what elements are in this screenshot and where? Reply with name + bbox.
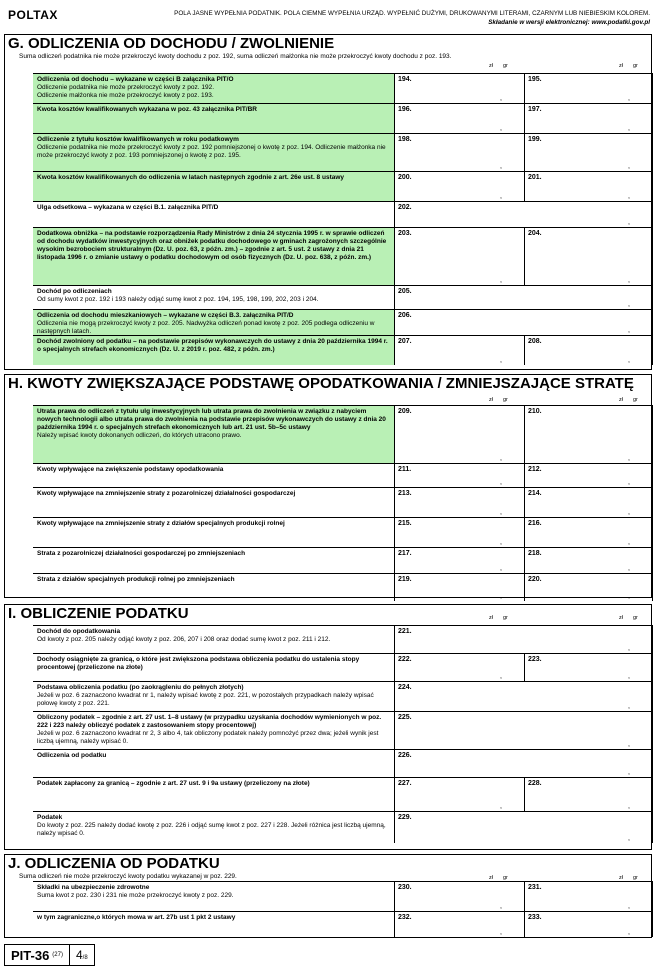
form-row [33, 911, 653, 937]
decimal-separator: , [500, 929, 502, 936]
amount-field[interactable] [395, 750, 653, 777]
amount-field[interactable] [525, 654, 653, 681]
field-number: 197. [528, 106, 542, 113]
field-number: 198. [398, 136, 412, 143]
decimal-separator: , [628, 163, 630, 170]
row-title: Utrata prawa do odliczeń z tytułu ulg inwestycyjnych lub utrata prawa do zwolnienia w związku z nabyciem nowych technologii albo utrata prawa do zwolnienia na podstawie przepisów wykonawczych do ustawy z dnia 20 października 1994 r. o specjalnych strefach ekonomicznych lub art. 21 ust. 5b–5c ustawy [37, 408, 386, 431]
field-number: 200. [398, 174, 412, 181]
row-label [33, 518, 395, 547]
decimal-separator: , [500, 125, 502, 132]
amount-field[interactable] [395, 228, 525, 285]
decimal-separator: , [628, 565, 630, 572]
form-row [33, 103, 653, 133]
amount-field[interactable] [395, 202, 653, 227]
row-title: Składki na ubezpieczenie zdrowotne [37, 884, 150, 891]
decimal-separator: , [500, 357, 502, 364]
field-number: 207. [398, 338, 412, 345]
amount-field[interactable] [395, 712, 653, 749]
amount-field[interactable] [395, 406, 525, 463]
unit-grosz: gr [633, 63, 638, 69]
form-row [33, 777, 653, 811]
row-title: Strata z pozarolniczej działalności gospodarczej po zmniejszeniach [37, 550, 246, 557]
field-number: 194. [398, 76, 412, 83]
field-number: 214. [528, 490, 542, 497]
row-label [33, 488, 395, 517]
field-number: 212. [528, 466, 542, 473]
row-label [33, 104, 395, 133]
form-row [33, 749, 653, 777]
brand-label: POLTAX [8, 8, 58, 22]
decimal-separator: , [500, 455, 502, 462]
decimal-separator: , [628, 509, 630, 516]
unit-grosz: gr [503, 615, 508, 621]
field-number: 195. [528, 76, 542, 83]
amount-field[interactable] [395, 488, 525, 517]
unit-zloty: zł [619, 875, 623, 881]
row-title: Kwoty wpływające na zmniejszenie straty z działów specjalnych produkcji rolnej [37, 520, 285, 527]
unit-zloty: zł [489, 63, 493, 69]
field-number: 205. [398, 288, 412, 295]
form-row [33, 201, 653, 227]
page-number [70, 948, 94, 962]
unit-zloty: zł [619, 615, 623, 621]
amount-field[interactable] [525, 464, 653, 487]
amount-field[interactable] [395, 310, 653, 335]
field-number: 196. [398, 106, 412, 113]
field-number: 225. [398, 714, 412, 721]
form-row [33, 681, 653, 711]
amount-field[interactable] [395, 626, 653, 653]
row-label [33, 406, 395, 463]
row-label [33, 882, 395, 911]
decimal-separator: , [628, 455, 630, 462]
row-label [33, 464, 395, 487]
section-g [4, 34, 652, 370]
row-label [33, 286, 395, 309]
decimal-separator: , [628, 835, 630, 842]
unit-grosz: gr [633, 875, 638, 881]
field-number: 217. [398, 550, 412, 557]
amount-field[interactable] [395, 912, 525, 937]
section-g-title: G. ODLICZENIA OD DOCHODU / ZWOLNIENIE [8, 35, 335, 52]
field-number: 226. [398, 752, 412, 759]
decimal-separator: , [628, 673, 630, 680]
row-label [33, 228, 395, 285]
field-number: 224. [398, 684, 412, 691]
unit-zloty: zł [619, 397, 623, 403]
row-description: Odliczenia nie mogą przekroczyć kwoty z poz. 205. Nadwyżka odliczeń ponad kwotę z poz. 205 podlega odliczeniu w następnych latach. [37, 320, 375, 335]
row-description: Od kwoty z poz. 205 należy odjąć kwoty z poz. 206, 207 i 208 oraz dodać sumę kwot z poz. 211 i 212. [37, 636, 331, 643]
row-title: Strata z działów specjalnych produkcji rolnej po zmniejszeniach [37, 576, 235, 583]
form-row [33, 73, 653, 103]
decimal-separator: , [628, 539, 630, 546]
amount-field[interactable] [525, 74, 653, 103]
amount-field[interactable] [395, 778, 525, 811]
page-total: /8 [82, 955, 88, 961]
form-id: PIT-36 [11, 947, 50, 963]
form-row [33, 171, 653, 201]
row-title: Odliczenia od podatku [37, 752, 107, 759]
form-row [33, 547, 653, 573]
section-j-subtitle: Suma odliczeń nie może przekroczyć kwoty podatku wykazanej w poz. 229. [19, 873, 237, 880]
form-row [33, 285, 653, 309]
field-number: 211. [398, 466, 412, 473]
row-label [33, 202, 395, 227]
unit-zloty: zł [489, 875, 493, 881]
field-number: 220. [528, 576, 542, 583]
decimal-separator: , [628, 219, 630, 226]
row-title: Odliczenia od dochodu – wykazane w części B załącznika PIT/O [37, 76, 234, 83]
decimal-separator: , [628, 125, 630, 132]
form-version: (27) [52, 952, 63, 958]
field-number: 203. [398, 230, 412, 237]
form-row [33, 133, 653, 171]
amount-field[interactable] [395, 104, 525, 133]
row-label [33, 778, 395, 811]
amount-field[interactable] [525, 134, 653, 171]
field-number: 222. [398, 656, 412, 663]
unit-grosz: gr [503, 875, 508, 881]
row-label [33, 750, 395, 777]
form-row [33, 463, 653, 487]
decimal-separator: , [500, 163, 502, 170]
section-j-title: J. ODLICZENIA OD PODATKU [8, 855, 220, 872]
row-description: Odliczenie podatnika nie może przekroczyć kwoty z poz. 192. [37, 84, 215, 91]
decimal-separator: , [628, 769, 630, 776]
amount-field[interactable] [395, 336, 525, 365]
amount-field[interactable] [525, 172, 653, 201]
section-j [4, 854, 652, 938]
form-row [33, 711, 653, 749]
row-label [33, 74, 395, 103]
page-footer [4, 944, 95, 966]
form-row [33, 227, 653, 285]
decimal-separator: , [500, 803, 502, 810]
field-number: 206. [398, 312, 412, 319]
row-label [33, 172, 395, 201]
amount-field[interactable] [395, 812, 653, 843]
row-title: Dochód do opodatkowania [37, 628, 121, 635]
row-label [33, 336, 395, 365]
form-row [33, 625, 653, 653]
decimal-separator: , [500, 593, 502, 600]
field-number: 210. [528, 408, 542, 415]
field-number: 231. [528, 884, 542, 891]
decimal-separator: , [628, 277, 630, 284]
row-title: Dochód po odliczeniach [37, 288, 112, 295]
amount-field[interactable] [525, 104, 653, 133]
decimal-separator: , [628, 929, 630, 936]
field-number: 232. [398, 914, 412, 921]
form-row [33, 517, 653, 547]
decimal-separator: , [628, 645, 630, 652]
form-code [5, 945, 70, 965]
row-title: Podatek [37, 814, 63, 821]
row-label [33, 548, 395, 573]
page-current: 4 [75, 948, 83, 962]
row-title: w tym zagraniczne,o których mowa w art. 27b ust 1 pkt 2 ustawy [37, 914, 236, 921]
amount-field[interactable] [525, 912, 653, 937]
row-title: Kwota kosztów kwalifikowanych do odliczenia w latach następnych zgodnie z art. 26e ust. 8 ustawy [37, 174, 345, 181]
row-label [33, 712, 395, 749]
decimal-separator: , [500, 673, 502, 680]
row-description: Od sumy kwot z poz. 192 i 193 należy odjąć sumę kwot z poz. 194, 195, 198, 199, 202, 203 i 204. [37, 296, 319, 303]
row-description: Do kwoty z poz. 225 należy dodać kwotę z poz. 226 i odjąć sumę kwot z poz. 227 i 228. Jeżeli różnica jest liczbą ujemną, należy wpisać 0. [37, 822, 386, 837]
decimal-separator: , [628, 741, 630, 748]
efiling-note: Składanie w wersji elektronicznej: www.podatki.gov.pl [488, 18, 650, 26]
row-title: Dodatkowa obniżka – na podstawie rozporządzenia Rady Ministrów z dnia 24 stycznia 1995 r. w sprawie odliczeń od dochodu wydatków inwestycyjnych oraz obniżek podatku dochodowego w gminach zagrożonych szczególnie wysokim bezrobociem strukturalnym (Dz. U. poz. 63, z późn. zm.) – zgodnie z art. 5 ust. 2 ustawy z dnia 21 listopada 1996 r. o zmianie ustawy o podatku dochodowym od osób fizycznych (Dz. U. poz. 638, z późn. zm.) [37, 230, 387, 261]
section-i-title: I. OBLICZENIE PODATKU [8, 605, 189, 622]
amount-field[interactable] [525, 548, 653, 573]
field-number: 227. [398, 780, 412, 787]
amount-field[interactable] [395, 882, 525, 911]
section-i [4, 604, 652, 850]
row-label [33, 912, 395, 937]
row-label [33, 134, 395, 171]
amount-field[interactable] [525, 228, 653, 285]
decimal-separator: , [500, 479, 502, 486]
section-h-title: H. KWOTY ZWIĘKSZAJĄCE PODSTAWĘ OPODATKOWANIA / ZMNIEJSZAJĄCE STRATĘ [8, 375, 634, 392]
section-g-subtitle: Suma odliczeń podatnika nie może przekroczyć kwoty dochodu z poz. 192, suma odliczeń małżonka nie może przekroczyć kwoty dochodu z poz. 193. [19, 53, 452, 60]
form-instructions [174, 10, 650, 27]
field-number: 221. [398, 628, 412, 635]
form-row [33, 309, 653, 335]
row-description: Suma kwot z poz. 230 i 231 nie może przekroczyć kwoty z poz. 229. [37, 892, 234, 899]
row-description: Odliczenie podatnika nie może przekroczyć kwoty z poz. 192 pomniejszonej o kwotę z poz. 194. Odliczenie małżonka nie może przekroczyć kwoty z poz. 193 pomniejszonej o kwotę z poz. 195. [37, 144, 386, 159]
field-number: 199. [528, 136, 542, 143]
decimal-separator: , [500, 509, 502, 516]
decimal-separator: , [500, 903, 502, 910]
decimal-separator: , [500, 277, 502, 284]
amount-field[interactable] [395, 518, 525, 547]
decimal-separator: , [628, 903, 630, 910]
row-description: Odliczenie małżonka nie może przekroczyć kwoty z poz. 193. [37, 92, 214, 99]
amount-field[interactable] [395, 172, 525, 201]
decimal-separator: , [628, 593, 630, 600]
form-row [33, 405, 653, 463]
amount-field[interactable] [395, 654, 525, 681]
unit-grosz: gr [503, 397, 508, 403]
amount-field[interactable] [395, 548, 525, 573]
field-number: 202. [398, 204, 412, 211]
unit-grosz: gr [633, 397, 638, 403]
row-label [33, 310, 395, 335]
row-title: Kwoty wpływające na zwiększenie podstawy opodatkowania [37, 466, 224, 473]
amount-field[interactable] [395, 134, 525, 171]
amount-field[interactable] [525, 574, 653, 601]
decimal-separator: , [628, 357, 630, 364]
unit-zloty: zł [489, 397, 493, 403]
form-row [33, 487, 653, 517]
unit-grosz: gr [503, 63, 508, 69]
field-number: 228. [528, 780, 542, 787]
decimal-separator: , [628, 95, 630, 102]
field-number: 208. [528, 338, 542, 345]
unit-zloty: zł [619, 63, 623, 69]
amount-field[interactable] [395, 682, 653, 711]
decimal-separator: , [628, 703, 630, 710]
field-number: 223. [528, 656, 542, 663]
amount-field[interactable] [525, 336, 653, 365]
row-title: Podstawa obliczenia podatku (po zaokrągleniu do pełnych złotych) [37, 684, 244, 691]
field-number: 213. [398, 490, 412, 497]
amount-field[interactable] [525, 518, 653, 547]
row-description: Jeżeli w poz. 6 zaznaczono kwadrat nr 1, należy wpisać kwotę z poz. 221, w pozostałych przypadkach należy wpisać połowę kwoty z poz. 221. [37, 692, 374, 707]
decimal-separator: , [628, 479, 630, 486]
row-title: Kwoty wpływające na zmniejszenie straty z pozarolniczej działalności gospodarczej [37, 490, 296, 497]
row-label [33, 812, 395, 843]
unit-zloty: zł [489, 615, 493, 621]
row-title: Dochody osiągnięte za granicą, o które jest zwiększona podstawa obliczenia podatku do ustalenia stopy procentowej (przeliczone na złote) [37, 656, 360, 671]
field-number: 229. [398, 814, 412, 821]
field-number: 215. [398, 520, 412, 527]
amount-field[interactable] [395, 574, 525, 601]
row-title: Odliczenia od dochodu mieszkaniowych – wykazane w części B.3. załącznika PIT/D [37, 312, 294, 319]
amount-field[interactable] [525, 882, 653, 911]
row-label [33, 654, 395, 681]
decimal-separator: , [500, 193, 502, 200]
decimal-separator: , [500, 565, 502, 572]
form-row [33, 811, 653, 843]
decimal-separator: , [628, 327, 630, 334]
field-number: 204. [528, 230, 542, 237]
field-number: 219. [398, 576, 412, 583]
field-number: 216. [528, 520, 542, 527]
section-h [4, 374, 652, 598]
row-description: Należy wpisać kwoty dokonanych odliczeń, do których utracono prawo. [37, 432, 242, 439]
decimal-separator: , [500, 95, 502, 102]
row-title: Kwota kosztów kwalifikowanych wykazana w poz. 43 załącznika PIT/BR [37, 106, 257, 113]
decimal-separator: , [628, 193, 630, 200]
form-row [33, 881, 653, 911]
field-number: 233. [528, 914, 542, 921]
unit-grosz: gr [633, 615, 638, 621]
row-label [33, 682, 395, 711]
form-row [33, 335, 653, 365]
row-title: Odliczenie z tytułu kosztów kwalifikowanych w roku podatkowym [37, 136, 239, 143]
instruction-line: POLA JASNE WYPEŁNIA PODATNIK. POLA CIEMNE WYPEŁNIA URZĄD. WYPEŁNIĆ DUŻYMI, DRUKOWANYMI LITERAMI, CZARNYM LUB NIEBIESKIM KOLOREM. [174, 10, 650, 17]
amount-field[interactable] [395, 286, 653, 309]
amount-field[interactable] [525, 406, 653, 463]
form-row [33, 573, 653, 601]
decimal-separator: , [628, 803, 630, 810]
row-description: Jeżeli w poz. 6 zaznaczono kwadrat nr 2, 3 albo 4, tak obliczony podatek należy pomnożyć przez dwa; jeżeli wynik jest liczbą ujemną, należy wpisać 0. [37, 730, 379, 745]
amount-field[interactable] [395, 74, 525, 103]
form-row [33, 653, 653, 681]
row-title: Podatek zapłacony za granicą – zgodnie z art. 27 ust. 9 i 9a ustawy (przeliczony na złote) [37, 780, 310, 787]
decimal-separator: , [628, 301, 630, 308]
field-number: 201. [528, 174, 542, 181]
row-title: Obliczony podatek – zgodnie z art. 27 ust. 1–8 ustawy (w przypadku uzyskania dochodów wymienionych w poz. 222 i 223 należy obliczyć podatek z zastosowaniem stopy procentowej) [37, 714, 382, 729]
amount-field[interactable] [525, 488, 653, 517]
row-label [33, 626, 395, 653]
row-title: Dochód zwolniony od podatku – na podstawie przepisów wykonawczych do ustawy z dnia 20 października 1994 r. o specjalnych strefach ekonomicznych (Dz. U. z 2019 r. poz. 482, z późn. zm.) [37, 338, 388, 353]
field-number: 209. [398, 408, 412, 415]
amount-field[interactable] [395, 464, 525, 487]
row-title: Ulga odsetkowa – wykazana w części B.1. załącznika PIT/D [37, 204, 219, 211]
field-number: 230. [398, 884, 412, 891]
amount-field[interactable] [525, 778, 653, 811]
field-number: 218. [528, 550, 542, 557]
decimal-separator: , [500, 539, 502, 546]
row-label [33, 574, 395, 601]
